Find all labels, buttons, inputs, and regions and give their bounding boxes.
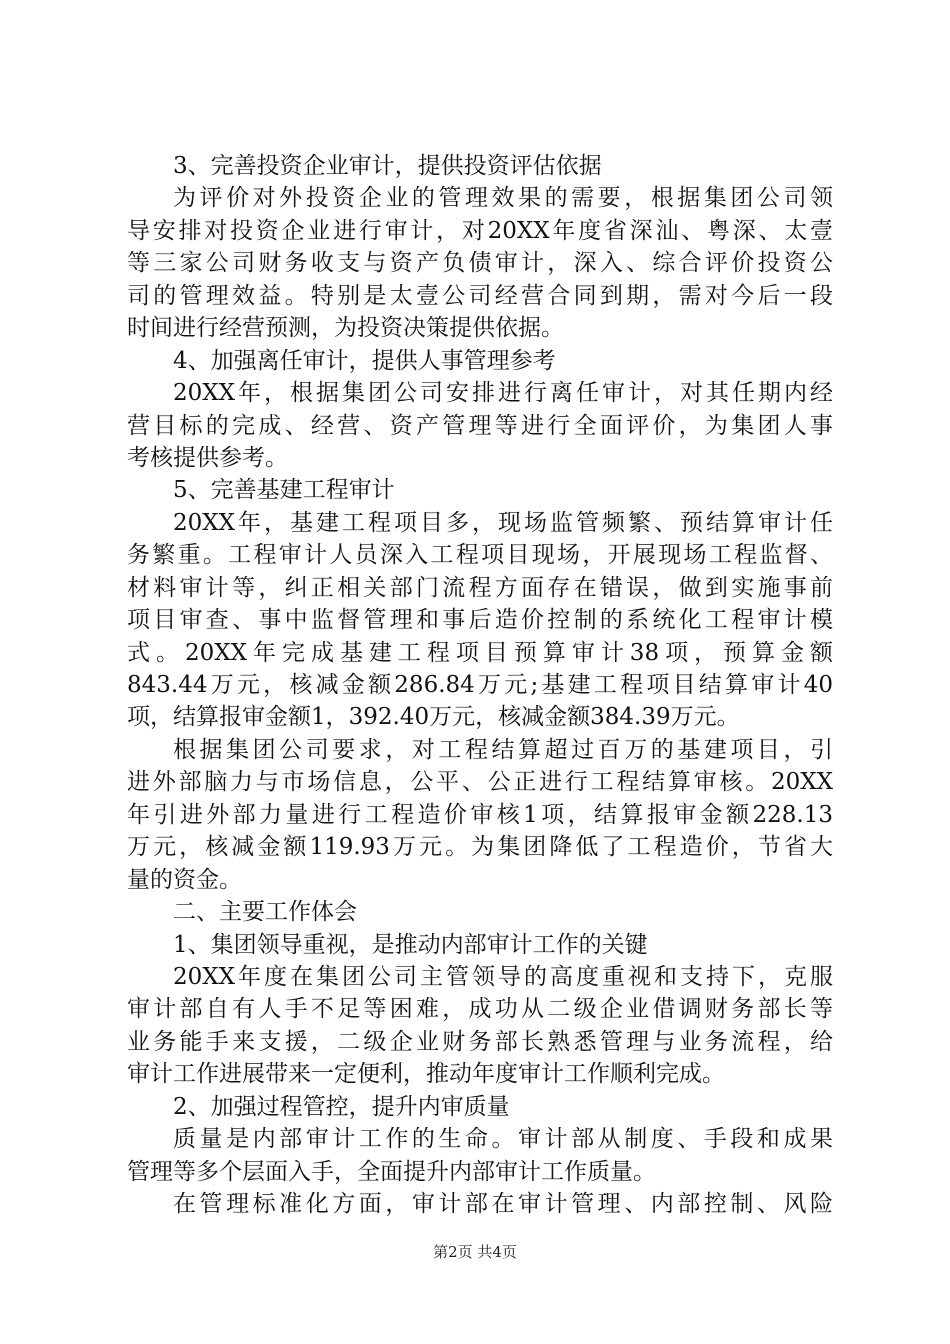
text-line: 项，结算报审金额1，392.40万元，核减金额384.39万元。	[127, 704, 740, 731]
text-line: 在管理标准化方面，审计部在审计管理、内部控制、风险	[173, 1191, 833, 1217]
text-line: 为评价对外投资企业的管理效果的需要，根据集团公司领	[173, 185, 833, 212]
section-heading: 2、加强过程管控，提升内审质量	[173, 1093, 510, 1120]
text-line: 量的资金。	[127, 866, 242, 893]
text-line: 审计部自有人手不足等困难，成功从二级企业借调财务部长等	[127, 996, 833, 1023]
text-line: 营目标的完成、经营、资产管理等进行全面评价，为集团人事	[127, 412, 833, 439]
text-line: 年引进外部力量进行工程造价审核1项，结算报审金额228.13	[127, 801, 833, 828]
text-line: 务繁重。工程审计人员深入工程项目现场，开展现场工程监督、	[127, 542, 833, 569]
text-line: 万元，核减金额119.93万元。为集团降低了工程造价，节省大	[127, 834, 833, 861]
text-line: 考核提供参考。	[127, 444, 288, 471]
text-line: 管理等多个层面入手，全面提升内部审计工作质量。	[127, 1158, 656, 1185]
text-line: 根据集团公司要求，对工程结算超过百万的基建项目，引	[173, 736, 833, 763]
section-heading: 5、完善基建工程审计	[173, 477, 395, 504]
text-line: 20XX年度在集团公司主管领导的高度重视和支持下，克服	[173, 963, 833, 990]
text-line: 时间进行经营预测，为投资决策提供依据。	[127, 315, 564, 342]
text-line: 司的管理效益。特别是太壹公司经营合同到期，需对今后一段	[127, 282, 833, 309]
section-heading: 4、加强离任审计，提供人事管理参考	[173, 347, 556, 374]
text-line: 843.44万元，核减金额286.84万元;基建工程项目结算审计40	[127, 672, 833, 698]
text-line: 审计工作进展带来一定便利，推动年度审计工作顺利完成。	[127, 1061, 725, 1088]
text-line: 等三家公司财务收支与资产负债审计，深入、综合评价投资公	[127, 250, 833, 277]
section-heading: 1、集团领导重视，是推动内部审计工作的关键	[173, 931, 648, 958]
text-line: 进外部脑力与市场信息，公平、公正进行工程结算审核。20XX	[127, 769, 833, 796]
text-line: 项目审查、事中监督管理和事后造价控制的系统化工程审计模	[127, 607, 833, 634]
text-line: 质量是内部审计工作的生命。审计部从制度、手段和成果	[173, 1126, 833, 1153]
document-body	[127, 150, 833, 1220]
text-line: 20XX年，根据集团公司安排进行离任审计，对其任期内经	[173, 380, 833, 407]
text-line: 业务能手来支援，二级企业财务部长熟悉管理与业务流程，给	[127, 1028, 833, 1055]
page-footer: 第2页 共4页	[433, 1243, 517, 1261]
section-heading: 3、完善投资企业审计，提供投资评估依据	[173, 153, 602, 179]
section-heading: 二、主要工作体会	[173, 899, 357, 926]
text-line: 材料审计等，纠正相关部门流程方面存在错误，做到实施事前	[127, 574, 833, 601]
text-line: 20XX年，基建工程项目多，现场监管频繁、预结算审计任	[173, 509, 833, 536]
text-line: 导安排对投资企业进行审计，对20XX年度省深汕、粤深、太壹	[127, 217, 833, 244]
text-line: 式。20XX年完成基建工程项目预算审计38项，预算金额	[127, 639, 833, 666]
